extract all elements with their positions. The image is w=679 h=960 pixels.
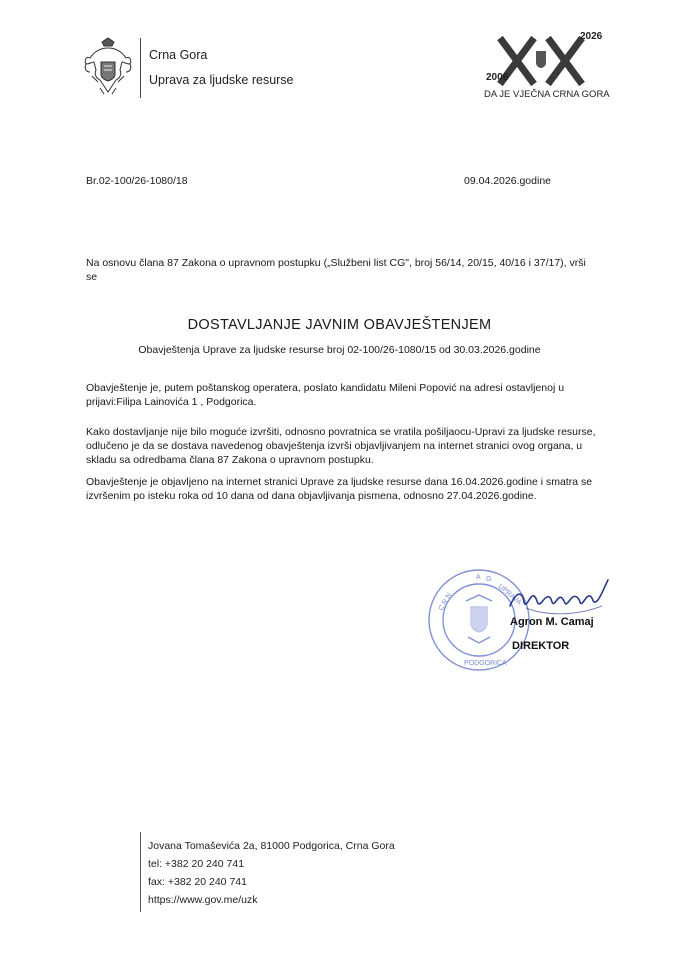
jubilee-motto: DA JE VJEČNA CRNA GORA [484,89,610,100]
footer-address: Jovana Tomaševića 2a, 81000 Podgorica, Crna Gora [148,840,395,852]
paragraph-publication: Obavještenje je objavljeno na internet stranici Uprave za ljudske resurse dana 16.04.2026.godine i smatra se izvršenim po isteku roka od 10 dana od dana objavljivanja pismena, odnosno 27.04.2026.godine. [86,476,593,502]
document-title: DOSTAVLJANJE JAVNIM OBAVJEŠTENJEM [187,317,492,333]
paragraph-decision: Kako dostavljanje nije bilo moguće izvršiti, odnosno povratnica se vratila pošiljaocu-Upravi za ljudske resurse, odlučeno je da se dostava navedenog obavještenja izvrši objavljivanjem na internet stranici ovog organa, u skladu sa odredbama člana 87 Zakona o upravnom postupku. [86,426,596,466]
document-subtitle: Obavještenja Uprave za ljudske resurse broj 02-100/26-1080/15 od 30.03.2026.godine [138,344,541,356]
jubilee-year-start: 2006 [486,72,509,83]
svg-text:PODGORICA: PODGORICA [464,660,507,667]
signatory-role: DIREKTOR [512,640,570,652]
jubilee-year-end: 2026 [580,31,603,42]
footer-fax: fax: +382 20 240 741 [148,876,247,888]
coat-of-arms-icon [82,36,134,98]
footer-web-link[interactable]: https://www.gov.me/uzk [148,894,258,906]
org-country: Crna Gora [149,48,208,62]
signatory-name: Agron M. Camaj [510,616,594,628]
footer-tel: tel: +382 20 240 741 [148,858,245,870]
svg-text:A: A [476,574,481,581]
org-name: Uprava za ljudske resurse [149,73,294,87]
svg-text:UPRAVA: UPRAVA [496,583,523,607]
document-date: 09.04.2026.godine [464,175,551,187]
intro-text: Na osnovu člana 87 Zakona o upravnom postupku („Službeni list CG", broj 56/14, 20/15, 40/16 i 37/17), vrši se [86,257,586,283]
handwritten-signature [506,572,616,622]
reference-number: Br.02-100/26-1080/18 [86,175,188,187]
jubilee-logo [484,31,620,106]
svg-text:G: G [486,576,492,583]
paragraph-delivery: Obavještenje je, putem poštanskog operatera, poslato kandidatu Mileni Popović na adresi ostavljenoj u prijavi:Filipa Lainovića 1 , Podgorica. [86,382,565,408]
svg-text:C R N: C R N [437,591,454,612]
footer-divider [140,832,141,912]
header-divider [140,38,141,98]
